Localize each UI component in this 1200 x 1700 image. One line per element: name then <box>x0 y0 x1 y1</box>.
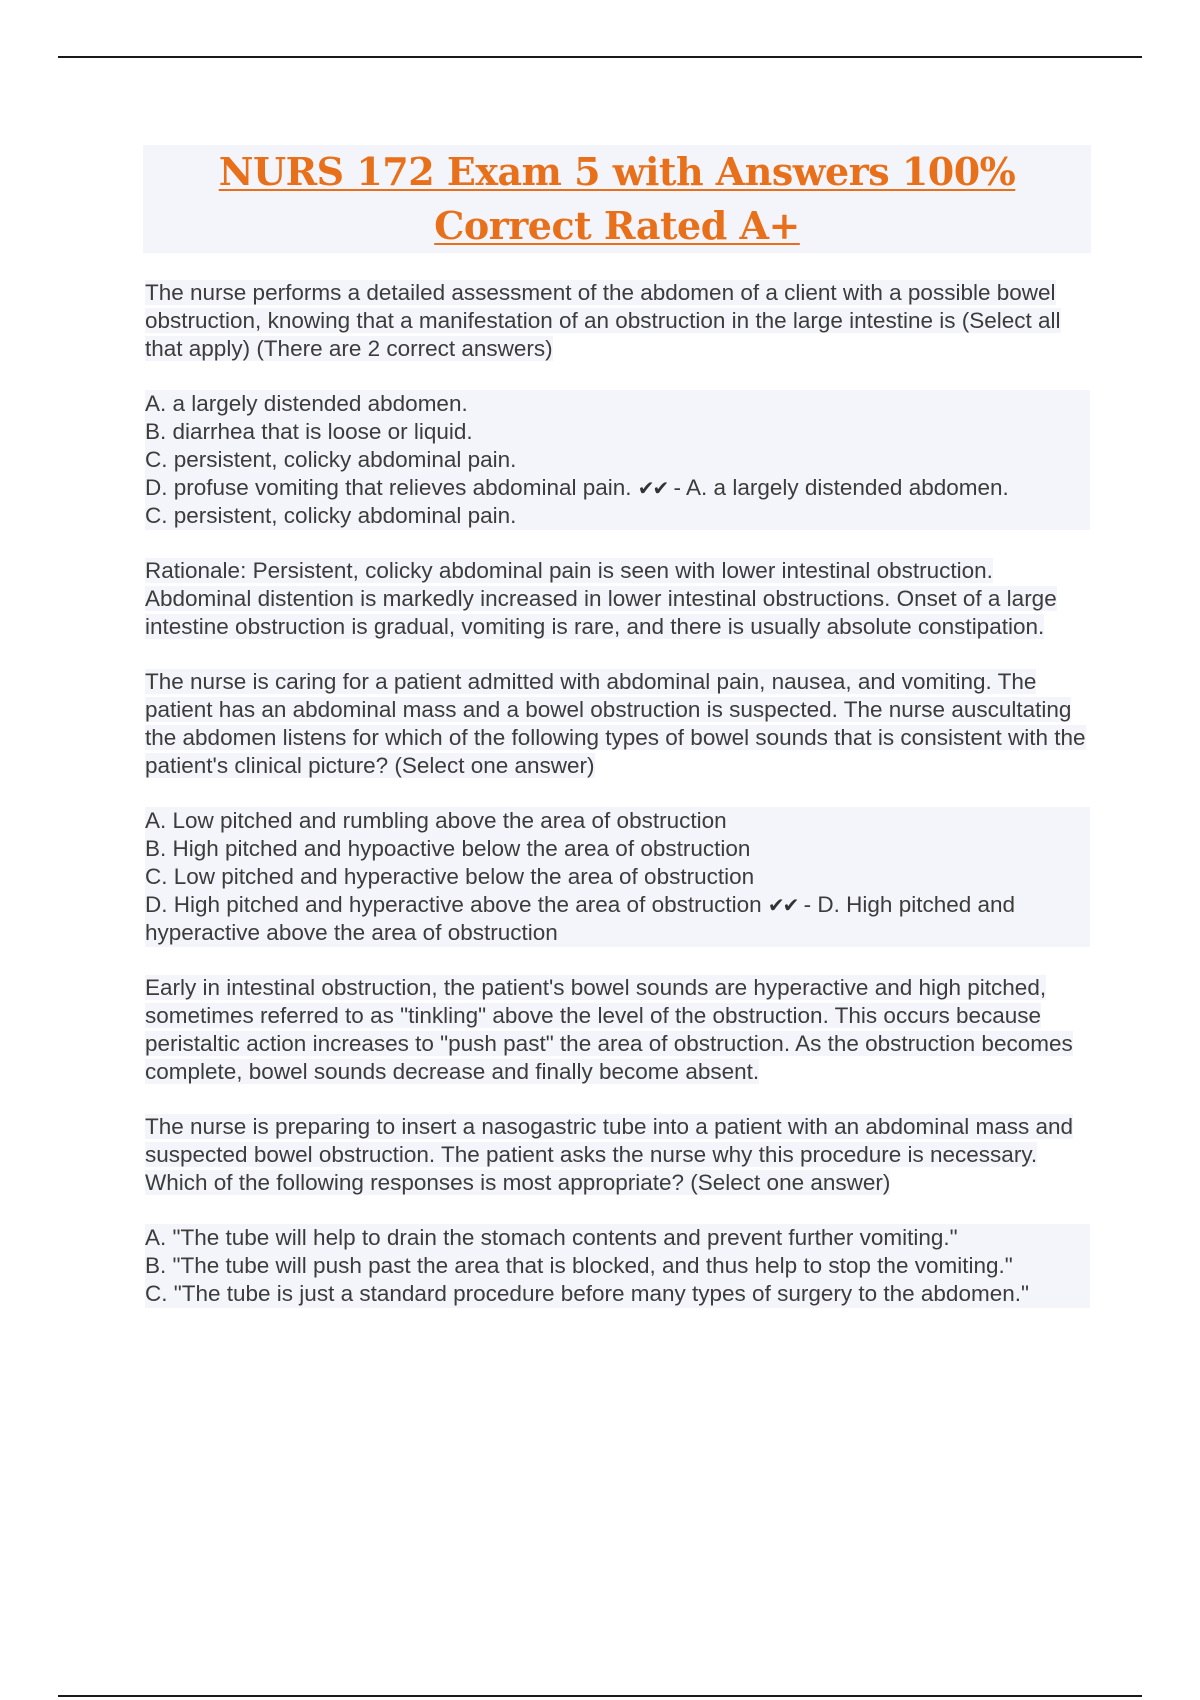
option-line: C. "The tube is just a standard procedure before many types of surgery to the abdomen." <box>145 1280 1090 1308</box>
question-1-stem: The nurse performs a detailed assessment of the abdomen of a client with a possible bowel obstruction, knowing that a manifestation of an obstruction in the large intestine is (Select all that apply) (There are 2 correct answers) <box>145 280 1061 361</box>
option-line: C. persistent, colicky abdominal pain. <box>145 446 1090 474</box>
option-line: B. diarrhea that is loose or liquid. <box>145 418 1090 446</box>
option-line: C. Low pitched and hyperactive below the area of obstruction <box>145 863 1090 891</box>
option-line: B. "The tube will push past the area that is blocked, and thus help to stop the vomiting." <box>145 1252 1090 1280</box>
check-mark-icon: ✔✔ <box>637 476 668 500</box>
title-line-1: NURS 172 Exam 5 with Answers 100% <box>218 149 1016 194</box>
option-line-with-answer: D. High pitched and hyperactive above the area of obstruction ✔✔ - D. High pitched and hyperactive above the area of obstruction <box>145 891 1090 947</box>
option-line: A. Low pitched and rumbling above the area of obstruction <box>145 807 1090 835</box>
title-line-2: Correct Rated A+ <box>434 203 800 248</box>
document-body <box>145 279 1090 1335</box>
option-line-with-answer: D. profuse vomiting that relieves abdominal pain. ✔✔ - A. a largely distended abdomen. <box>145 474 1090 502</box>
question-3-stem: The nurse is preparing to insert a nasogastric tube into a patient with an abdominal mass and suspected bowel obstruction. The patient asks the nurse why this procedure is necessary. Which of the following responses is most appropriate? (Select one answer) <box>145 1114 1074 1195</box>
answer-line: C. persistent, colicky abdominal pain. <box>145 502 1090 530</box>
top-rule <box>58 56 1142 58</box>
option-line: B. High pitched and hypoactive below the area of obstruction <box>145 835 1090 863</box>
document-title <box>143 145 1091 253</box>
check-mark-icon: ✔✔ <box>767 893 798 917</box>
bottom-rule <box>58 1695 1142 1697</box>
question-2-options <box>145 807 1090 947</box>
question-2-stem: The nurse is caring for a patient admitted with abdominal pain, nausea, and vomiting. The patient has an abdominal mass and a bowel obstruction is suspected. The nurse auscultating the abdomen listens for which of the following types of bowel sounds that is consistent with the patient's clinical picture? (Select one answer) <box>145 669 1086 778</box>
question-2-rationale: Early in intestinal obstruction, the patient's bowel sounds are hyperactive and high pitched, sometimes referred to as "tinkling" above the level of the obstruction. This occurs because peristaltic action increases to "push past" the area of obstruction. As the obstruction becomes complete, bowel sounds decrease and finally become absent. <box>145 975 1073 1084</box>
option-line: A. "The tube will help to drain the stomach contents and prevent further vomiting." <box>145 1224 1090 1252</box>
question-3-options <box>145 1224 1090 1308</box>
question-1-options <box>145 390 1090 530</box>
question-1-rationale: Rationale: Persistent, colicky abdominal pain is seen with lower intestinal obstruction. Abdominal distention is markedly increased in lower intestinal obstructions. Onset of a large intestine obstruction is gradual, vomiting is rare, and there is usually absolute constipation. <box>145 558 1057 639</box>
option-line: A. a largely distended abdomen. <box>145 390 1090 418</box>
